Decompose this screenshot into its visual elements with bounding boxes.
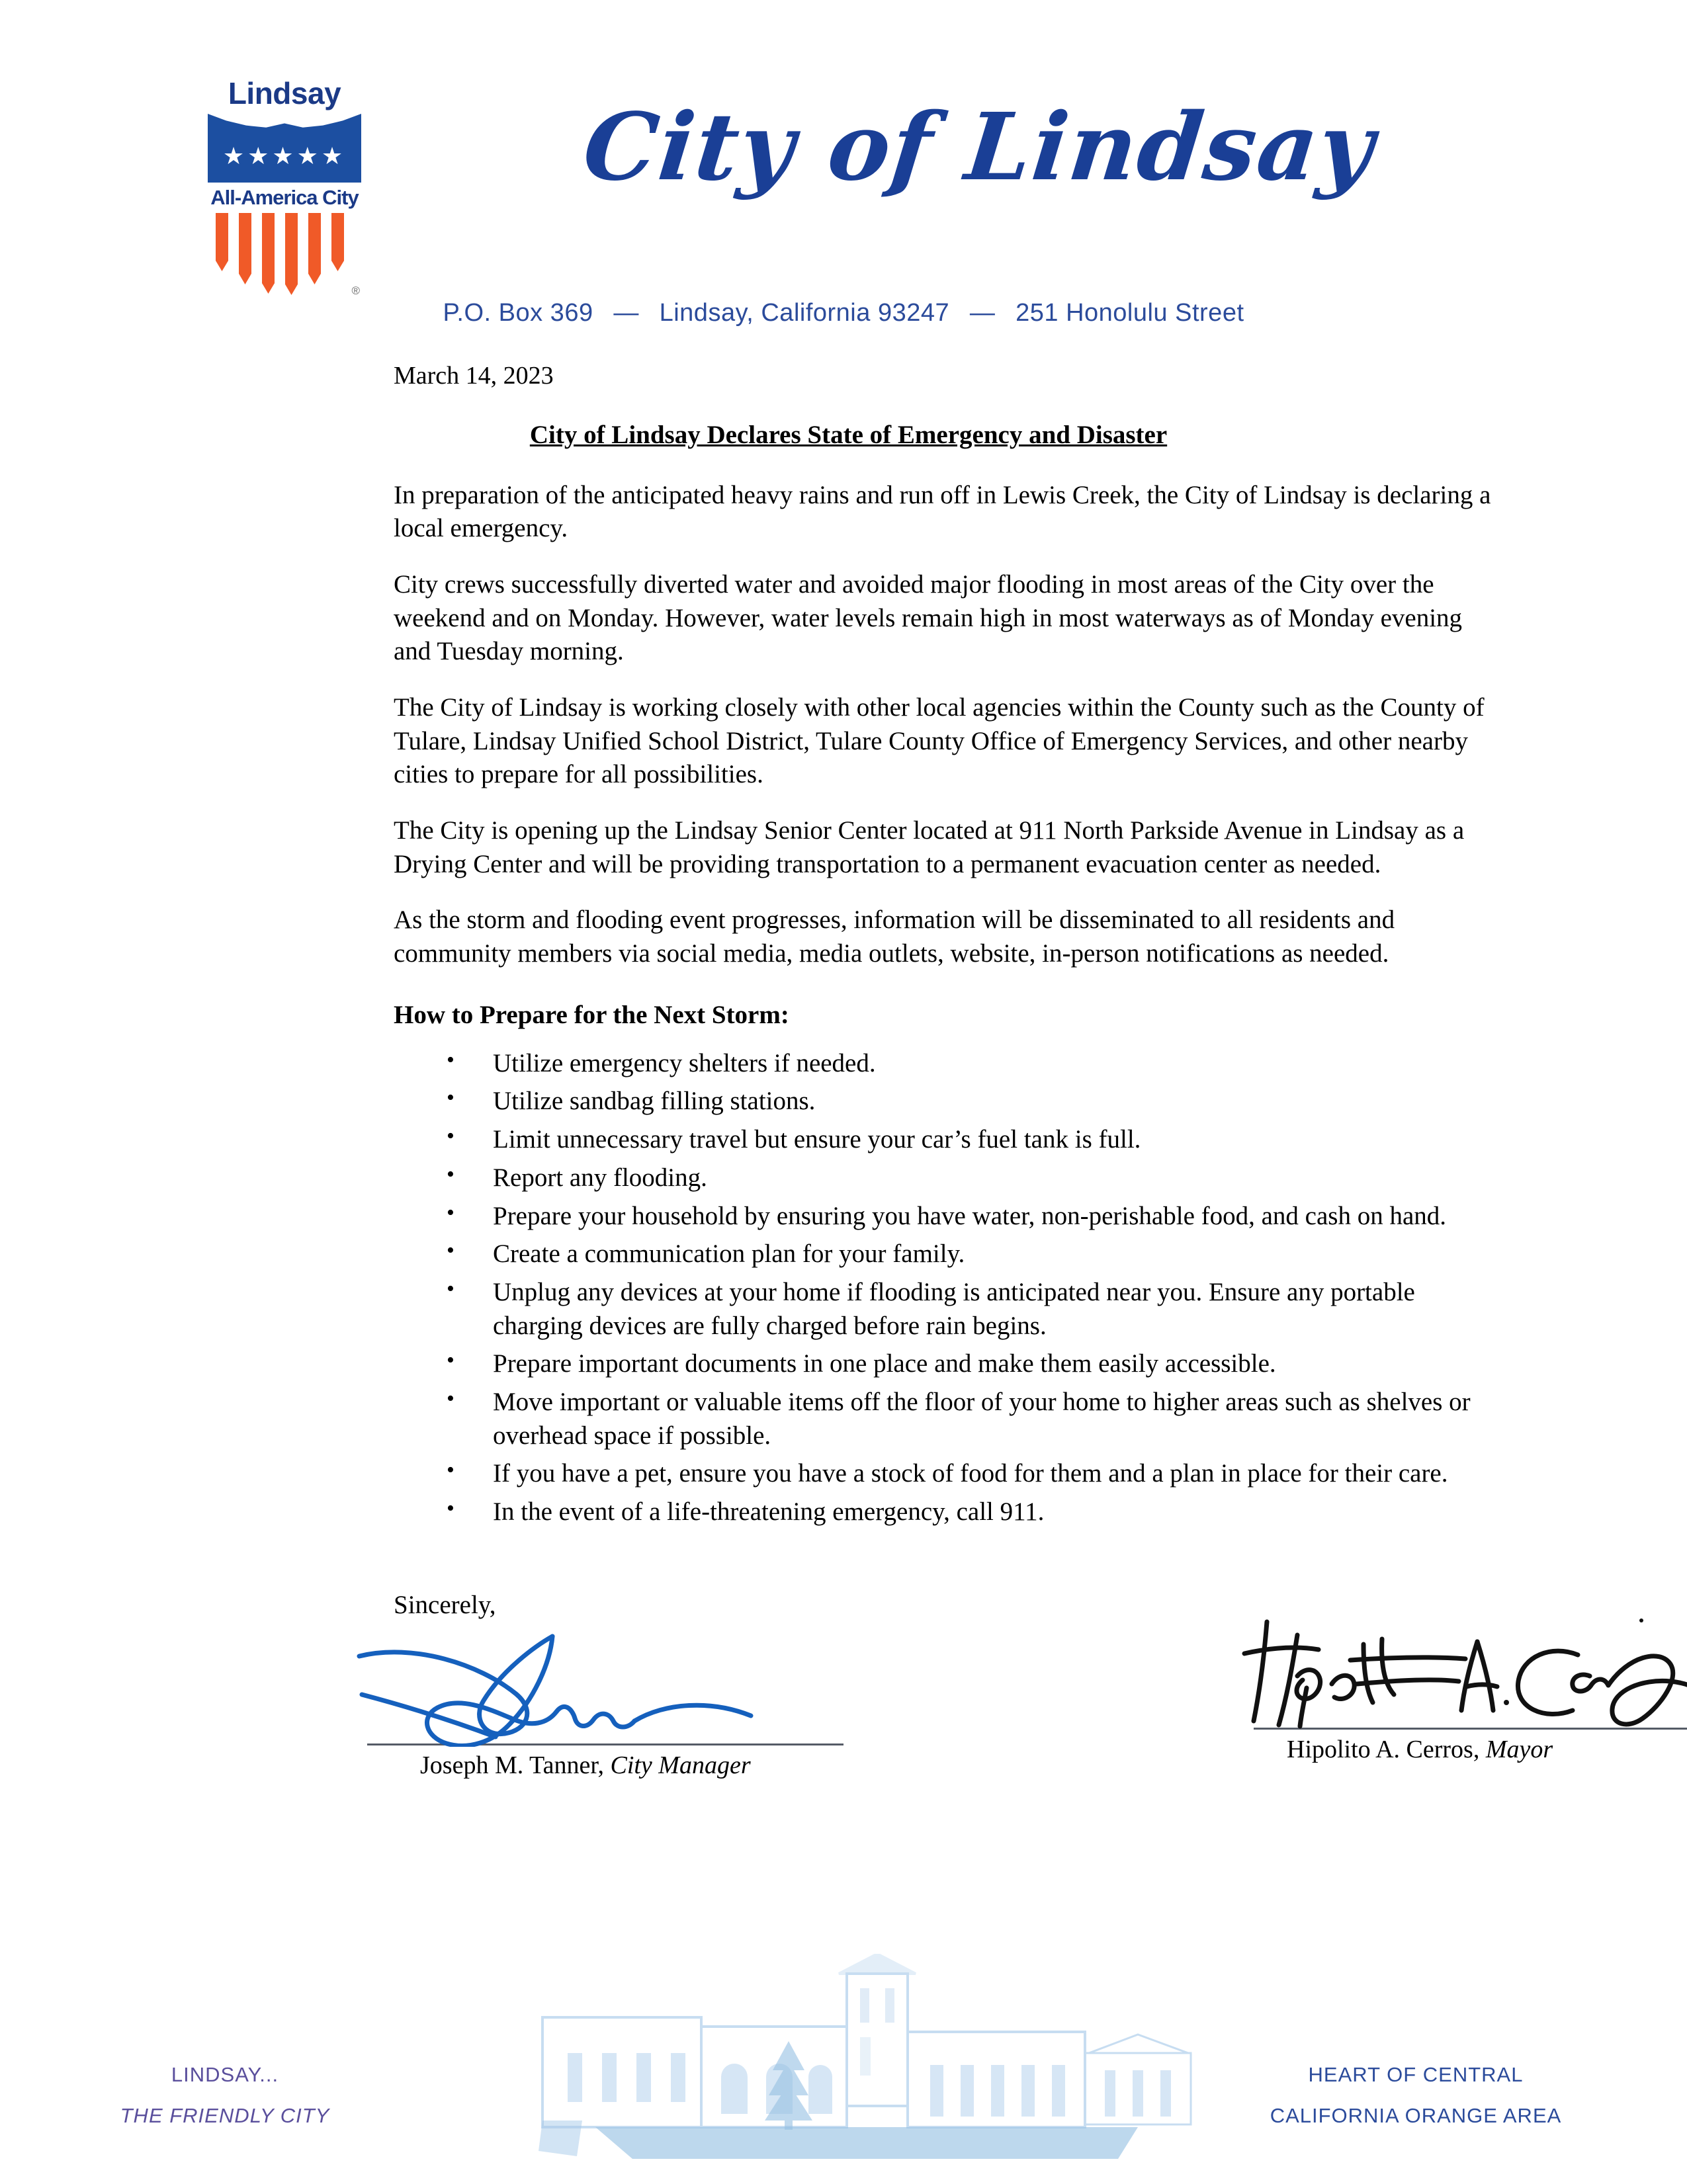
signature-area [394, 1590, 1553, 1808]
city-of-lindsay-script-logo: City of Lindsay [578, 93, 1380, 202]
signatory-title: City Manager [610, 1751, 751, 1779]
list-item: • Report any flooding. [394, 1161, 1502, 1195]
paragraph: The City of Lindsay is working closely with other local agencies within the County such as the County of Tulare, Lindsay Unified School District, Tulare County Office of Emergency Services, and other nearby cities to prepare for all possibilities. [394, 693, 1485, 789]
letter-body [0, 360, 1687, 1808]
list-item: • Utilize sandbag filling stations. [394, 1085, 1502, 1118]
page-footer [0, 1906, 1687, 2184]
address-po-box: P.O. Box 369 [443, 299, 593, 327]
footer-tagline-left [86, 2054, 364, 2136]
address-separator-2: — [969, 299, 996, 327]
signature-block-city-manager [354, 1631, 883, 1780]
list-item: • Utilize emergency shelters if needed. [394, 1047, 1502, 1081]
paragraph: City crews successfully diverted water and avoided major flooding in most areas of the City over the weekend and on Monday. However, water levels remain high in most waterways as of Monday evening and Tuesday morning. [394, 569, 1463, 666]
emblem-city-name: Lindsay [228, 76, 341, 110]
paragraph: The City is opening up the Lindsay Senior Center located at 911 North Parkside Avenue in Lindsay as a Drying Center and will be providing transportation to a permanent evacuation center as needed. [394, 816, 1465, 878]
closing-salutation: Sincerely, [394, 1590, 496, 1619]
city-hall-watermark-illustration [503, 1954, 1217, 2165]
footer-right-line-1: HEART OF CENTRAL [1308, 2063, 1524, 2086]
signature-ink-hipolito-cerros [1234, 1615, 1687, 1728]
signatory-name: Joseph M. Tanner, [420, 1751, 604, 1779]
list-item: • Unplug any devices at your home if flooding is anticipated near you. Ensure any portable charging devices are fully charged before rain begins. [394, 1276, 1502, 1343]
paragraph: As the storm and flooding event progresses, information will be disseminated to all residents and community members via social media, media outlets, website, in-person notifications as needed. [394, 905, 1395, 968]
preparation-tips-list [394, 1047, 1502, 1529]
footer-left-line-1: LINDSAY... [171, 2063, 279, 2086]
signatory-city-manager [354, 1751, 883, 1780]
list-item: • If you have a pet, ensure you have a stock of food for them and a plan in place for their care. [394, 1457, 1502, 1491]
all-america-city-emblem [202, 78, 367, 303]
list-item: • Move important or valuable items off the floor of your home to higher areas such as shelves or overhead space if possible. [394, 1386, 1502, 1452]
list-item: • In the event of a life-threatening emergency, call 911. [394, 1495, 1502, 1529]
signatory-name: Hipolito A. Cerros, [1287, 1735, 1480, 1763]
list-item: • Prepare your household by ensuring you have water, non-perishable food, and cash on hand. [394, 1200, 1502, 1234]
footer-left-line-2: THE FRIENDLY CITY [120, 2104, 330, 2127]
preparation-subheading: How to Prepare for the Next Storm: [394, 1000, 789, 1029]
signatory-mayor [1234, 1735, 1687, 1764]
address-street: 251 Honolulu Street [1016, 299, 1244, 327]
footer-right-line-2: CALIFORNIA ORANGE AREA [1270, 2104, 1562, 2127]
signatory-title: Mayor [1485, 1735, 1553, 1763]
emblem-band-label: All-America City [208, 183, 361, 213]
list-item: • Create a communication plan for your family. [394, 1238, 1502, 1271]
letterhead [0, 0, 1687, 344]
list-item: • Prepare important documents in one place and make them easily accessible. [394, 1347, 1502, 1381]
signature-ink-joseph-tanner [354, 1631, 883, 1743]
letterhead-address [0, 299, 1687, 327]
registered-trademark-icon: ® [351, 284, 360, 297]
emblem-shield [208, 114, 361, 299]
letter-headline: City of Lindsay Declares State of Emergency and Disaster [529, 420, 1168, 449]
emblem-stripes [213, 213, 360, 297]
list-item: • Limit unnecessary travel but ensure your car’s fuel tank is full. [394, 1123, 1502, 1157]
footer-tagline-right [1231, 2054, 1601, 2136]
letter-date: March 14, 2023 [394, 362, 554, 390]
paragraph: In preparation of the anticipated heavy rains and run off in Lewis Creek, the City of Lindsay is declaring a local emergency. [394, 480, 1491, 543]
emblem-stars: ★★★★★ [222, 143, 347, 169]
signature-block-mayor [1234, 1615, 1687, 1764]
address-separator-1: — [613, 299, 639, 327]
address-city-state-zip: Lindsay, California 93247 [659, 299, 950, 327]
